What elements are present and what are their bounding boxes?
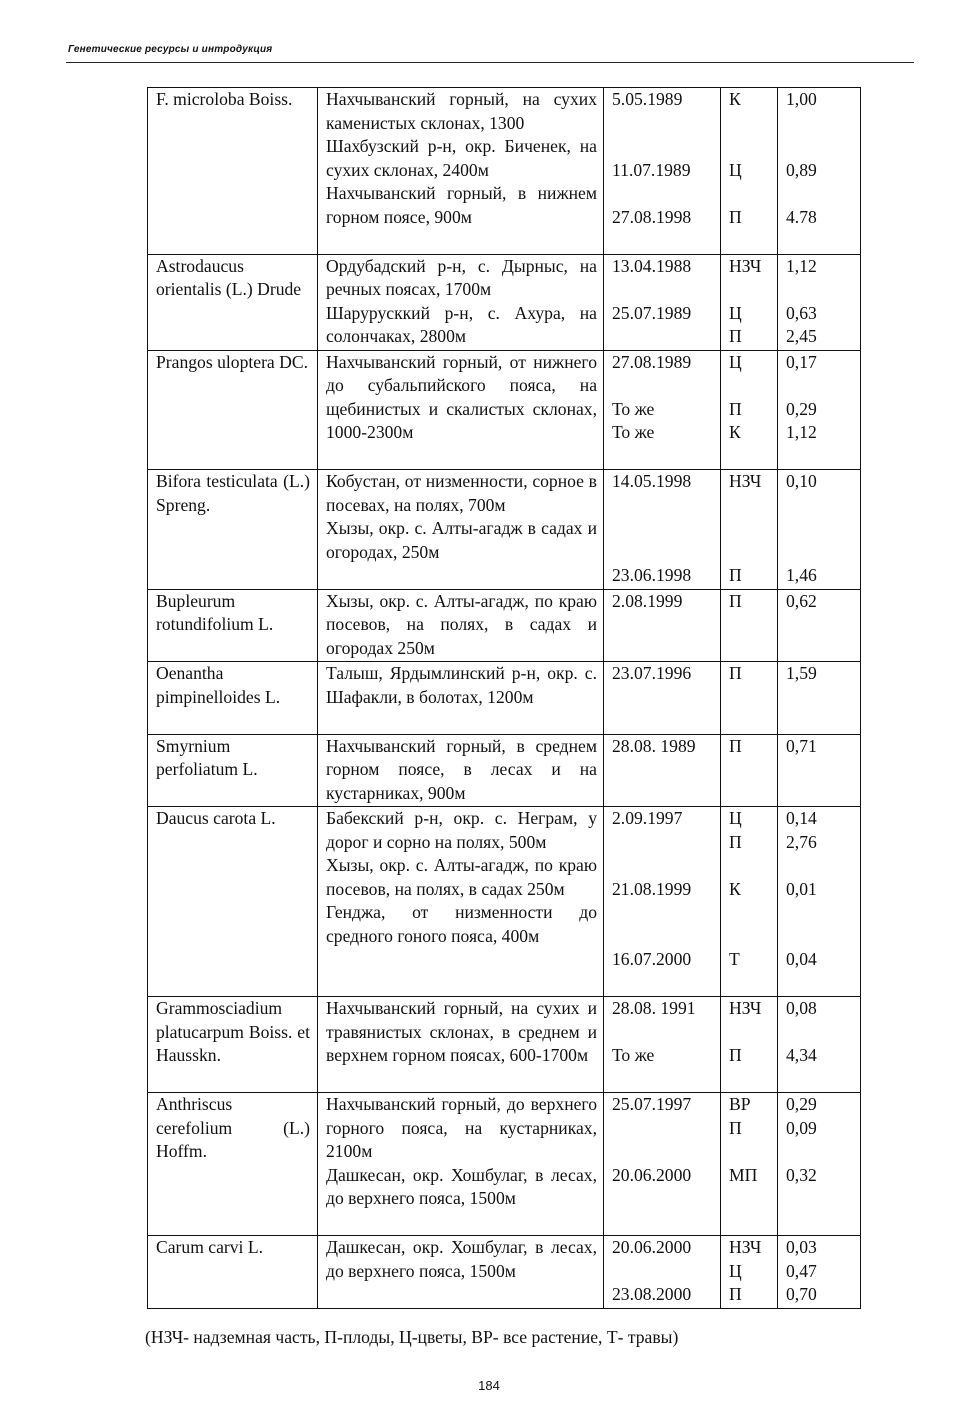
location-cell bbox=[318, 807, 604, 997]
species-cell: Anthriscus cerefolium (L.) Hoffm. bbox=[148, 1093, 318, 1236]
date-value: 20.06.2000 bbox=[612, 1237, 692, 1257]
part-cell bbox=[721, 1093, 778, 1236]
value-cell bbox=[778, 734, 861, 807]
plant-table bbox=[147, 87, 861, 1309]
part-value: НЗЧ bbox=[729, 471, 762, 491]
location-text: Генджа, от низменности до средного гоного пояса, 400м bbox=[326, 902, 597, 946]
date-cell bbox=[604, 734, 721, 807]
species-cell: Bifora testiculata (L.) Spreng. bbox=[148, 470, 318, 590]
value-cell bbox=[778, 997, 861, 1093]
date-cell bbox=[604, 662, 721, 735]
table-row bbox=[148, 470, 861, 590]
part-value: К bbox=[729, 422, 741, 442]
part-cell bbox=[721, 807, 778, 997]
location-text: Кобустан, от низменности, сорное в посевах, на полях, 700м bbox=[326, 471, 597, 515]
value-value: 0,29 bbox=[786, 398, 817, 419]
part-value: П bbox=[729, 1117, 742, 1138]
part-value: Т bbox=[729, 949, 740, 969]
date-value: То же bbox=[612, 1045, 655, 1065]
value-value: 0,17 bbox=[786, 351, 817, 372]
value-value: 0,89 bbox=[786, 159, 817, 180]
species-cell: Grammosciadium platucarpum Boiss. et Hausskn. bbox=[148, 997, 318, 1093]
date-value: 5.05.1989 bbox=[612, 89, 683, 109]
part-cell bbox=[721, 589, 778, 662]
location-text: Шахбузский р-н, окр. Биченек, на сухих склонах, 2400м bbox=[326, 136, 597, 180]
part-value: П bbox=[729, 565, 742, 585]
location-text: Хызы, окр. с. Алты-агадж в садах и огородах, 250м bbox=[326, 518, 597, 562]
part-value: П bbox=[729, 326, 742, 346]
location-cell bbox=[318, 1093, 604, 1236]
species-cell: Bupleurum rotundifolium L. bbox=[148, 589, 318, 662]
value-value: 1,12 bbox=[786, 255, 817, 276]
value-value: 0,71 bbox=[786, 735, 817, 756]
value-value: 2,45 bbox=[786, 326, 817, 346]
part-cell bbox=[721, 470, 778, 590]
part-value: Ц bbox=[729, 351, 742, 372]
value-cell bbox=[778, 470, 861, 590]
value-value: 4,34 bbox=[786, 1045, 817, 1065]
location-text: Дашкесан, окр. Хошбулаг, в лесах, до верхнего пояса, 1500м bbox=[326, 1237, 597, 1281]
value-cell bbox=[778, 662, 861, 735]
value-value: 2,76 bbox=[786, 831, 817, 852]
value-value: 0,01 bbox=[786, 878, 817, 899]
table-body bbox=[148, 88, 861, 1309]
page-number: 184 bbox=[478, 1378, 500, 1393]
value-value: 0,47 bbox=[786, 1260, 817, 1281]
table-row bbox=[148, 734, 861, 807]
part-value: К bbox=[729, 878, 741, 899]
table-row bbox=[148, 88, 861, 255]
part-value: П bbox=[729, 590, 742, 611]
table-row bbox=[148, 662, 861, 735]
value-value: 1,12 bbox=[786, 422, 817, 442]
part-value: НЗЧ bbox=[729, 1237, 762, 1257]
location-text: Нахчыванский горный, до верхнего горного пояса, на кустарниках, 2100м bbox=[326, 1094, 597, 1161]
value-cell bbox=[778, 350, 861, 470]
location-cell bbox=[318, 662, 604, 735]
location-text: Шарурусккий р-н, с. Ахура, на солончаках, 2800м bbox=[326, 302, 597, 346]
species-cell: F. microloba Boiss. bbox=[148, 88, 318, 255]
table-row bbox=[148, 1093, 861, 1236]
date-value: 27.08.1989 bbox=[612, 351, 692, 372]
value-cell bbox=[778, 254, 861, 350]
value-value: 1,00 bbox=[786, 89, 817, 109]
location-cell bbox=[318, 88, 604, 255]
species-cell: Smyrnium perfoliatum L. bbox=[148, 734, 318, 807]
part-value: Ц bbox=[729, 159, 742, 180]
part-cell bbox=[721, 662, 778, 735]
part-cell bbox=[721, 350, 778, 470]
part-value: П bbox=[729, 398, 742, 419]
species-cell: Astrodaucus orientalis (L.) Drude bbox=[148, 254, 318, 350]
location-cell bbox=[318, 589, 604, 662]
value-value: 1,59 bbox=[786, 663, 817, 683]
location-text: Нахчыванский горный, от нижнего до субальпийского пояса, на щебинистых и скалистых склонах, 1000-2300м bbox=[326, 351, 597, 442]
date-value: 13.04.1988 bbox=[612, 255, 692, 276]
date-value: 27.08.1998 bbox=[612, 206, 692, 227]
date-value: 23.06.1998 bbox=[612, 565, 692, 585]
value-value: 0,29 bbox=[786, 1094, 817, 1114]
date-value: 16.07.2000 bbox=[612, 949, 692, 969]
value-value: 0,14 bbox=[786, 808, 817, 828]
part-value: ВР bbox=[729, 1094, 751, 1114]
part-cell bbox=[721, 254, 778, 350]
date-cell bbox=[604, 997, 721, 1093]
value-cell bbox=[778, 88, 861, 255]
date-value: 20.06.2000 bbox=[612, 1164, 692, 1185]
part-value: К bbox=[729, 89, 741, 109]
value-value: 0,62 bbox=[786, 590, 817, 611]
date-cell bbox=[604, 807, 721, 997]
date-value: 28.08. 1989 bbox=[612, 735, 696, 756]
part-value: МП bbox=[729, 1164, 758, 1185]
header-rule bbox=[66, 62, 914, 63]
value-value: 0,03 bbox=[786, 1237, 817, 1257]
footnote: (НЗЧ- надземная часть, П-плоды, Ц-цветы, ВР- все растение, Т- травы) bbox=[145, 1327, 679, 1347]
date-value: 25.07.1997 bbox=[612, 1094, 692, 1114]
part-value: П bbox=[729, 663, 742, 683]
part-value: Ц bbox=[729, 302, 742, 323]
species-cell: Daucus carota L. bbox=[148, 807, 318, 997]
value-value: 0,04 bbox=[786, 949, 817, 969]
date-value: 2.08.1999 bbox=[612, 590, 683, 611]
location-text: Хызы, окр. с. Алты-агадж, по краю посевов, на полях, в садах и огородах 250м bbox=[326, 590, 597, 658]
date-value: 23.07.1996 bbox=[612, 663, 692, 683]
date-cell bbox=[604, 88, 721, 255]
part-value: П bbox=[729, 206, 742, 227]
table-row bbox=[148, 807, 861, 997]
date-value: 2.09.1997 bbox=[612, 808, 683, 828]
part-cell bbox=[721, 734, 778, 807]
part-cell bbox=[721, 1236, 778, 1309]
value-value: 0,10 bbox=[786, 471, 817, 491]
value-cell bbox=[778, 807, 861, 997]
table-row bbox=[148, 1236, 861, 1309]
date-value: То же bbox=[612, 422, 655, 442]
value-value: 4.78 bbox=[786, 206, 817, 227]
location-text: Талыш, Ярдымлинский р-н, окр. с. Шафакли, в болотах, 1200м bbox=[326, 663, 597, 707]
location-cell bbox=[318, 470, 604, 590]
value-value: 0,08 bbox=[786, 998, 817, 1018]
value-value: 1,46 bbox=[786, 565, 817, 585]
date-cell bbox=[604, 1236, 721, 1309]
part-value: НЗЧ bbox=[729, 998, 762, 1018]
species-cell: Oenantha pimpinelloides L. bbox=[148, 662, 318, 735]
value-value: 0,63 bbox=[786, 302, 817, 323]
date-value: 14.05.1998 bbox=[612, 471, 692, 491]
part-value: П bbox=[729, 831, 742, 852]
date-value: 23.08.2000 bbox=[612, 1284, 692, 1304]
location-cell bbox=[318, 254, 604, 350]
table-row bbox=[148, 350, 861, 470]
part-cell bbox=[721, 997, 778, 1093]
value-value: 0,70 bbox=[786, 1284, 817, 1304]
date-value: То же bbox=[612, 398, 655, 419]
species-cell: Carum carvi L. bbox=[148, 1236, 318, 1309]
date-value: 28.08. 1991 bbox=[612, 998, 696, 1018]
value-value: 0,32 bbox=[786, 1164, 817, 1185]
location-cell bbox=[318, 1236, 604, 1309]
date-cell bbox=[604, 254, 721, 350]
location-cell bbox=[318, 997, 604, 1093]
location-cell bbox=[318, 734, 604, 807]
date-value: 21.08.1999 bbox=[612, 878, 692, 899]
date-cell bbox=[604, 589, 721, 662]
location-text: Нахчыванский горный, в нижнем горном поясе, 900м bbox=[326, 183, 597, 227]
part-cell bbox=[721, 88, 778, 255]
part-value: П bbox=[729, 735, 742, 756]
running-header: Генетические ресурсы и интродукция bbox=[68, 44, 273, 55]
value-value: 0,09 bbox=[786, 1117, 817, 1138]
table-row bbox=[148, 997, 861, 1093]
location-text: Дашкесан, окр. Хошбулаг, в лесах, до верхнего пояса, 1500м bbox=[326, 1164, 597, 1208]
value-cell bbox=[778, 1236, 861, 1309]
location-text: Бабекский р-н, окр. с. Неграм, у дорог и сорно на полях, 500м bbox=[326, 808, 597, 852]
location-text: Хызы, окр. с. Алты-агадж, по краю посевов, на полях, в садах 250м bbox=[326, 855, 597, 899]
part-value: НЗЧ bbox=[729, 255, 762, 276]
part-value: Ц bbox=[729, 808, 742, 828]
date-cell bbox=[604, 1093, 721, 1236]
location-text: Нахчыванский горный, на сухих каменистых склонах, 1300 bbox=[326, 89, 597, 133]
value-cell bbox=[778, 589, 861, 662]
location-text: Нахчыванский горный, в среднем горном поясе, в лесах и на кустарниках, 900м bbox=[326, 735, 597, 803]
table-row bbox=[148, 254, 861, 350]
location-cell bbox=[318, 350, 604, 470]
part-value: П bbox=[729, 1045, 742, 1065]
table-row bbox=[148, 589, 861, 662]
species-cell: Prangos uloptera DC. bbox=[148, 350, 318, 470]
part-value: Ц bbox=[729, 1260, 742, 1281]
date-value: 25.07.1989 bbox=[612, 302, 692, 323]
value-cell bbox=[778, 1093, 861, 1236]
location-text: Ордубадский р-н, с. Дырныс, на речных поясах, 1700м bbox=[326, 255, 597, 299]
date-cell bbox=[604, 470, 721, 590]
part-value: П bbox=[729, 1284, 742, 1304]
location-text: Нахчыванский горный, на сухих и травянистых склонах, в среднем и верхнем горном поясах, 600-1700м bbox=[326, 998, 597, 1065]
date-value: 11.07.1989 bbox=[612, 159, 691, 180]
date-cell bbox=[604, 350, 721, 470]
